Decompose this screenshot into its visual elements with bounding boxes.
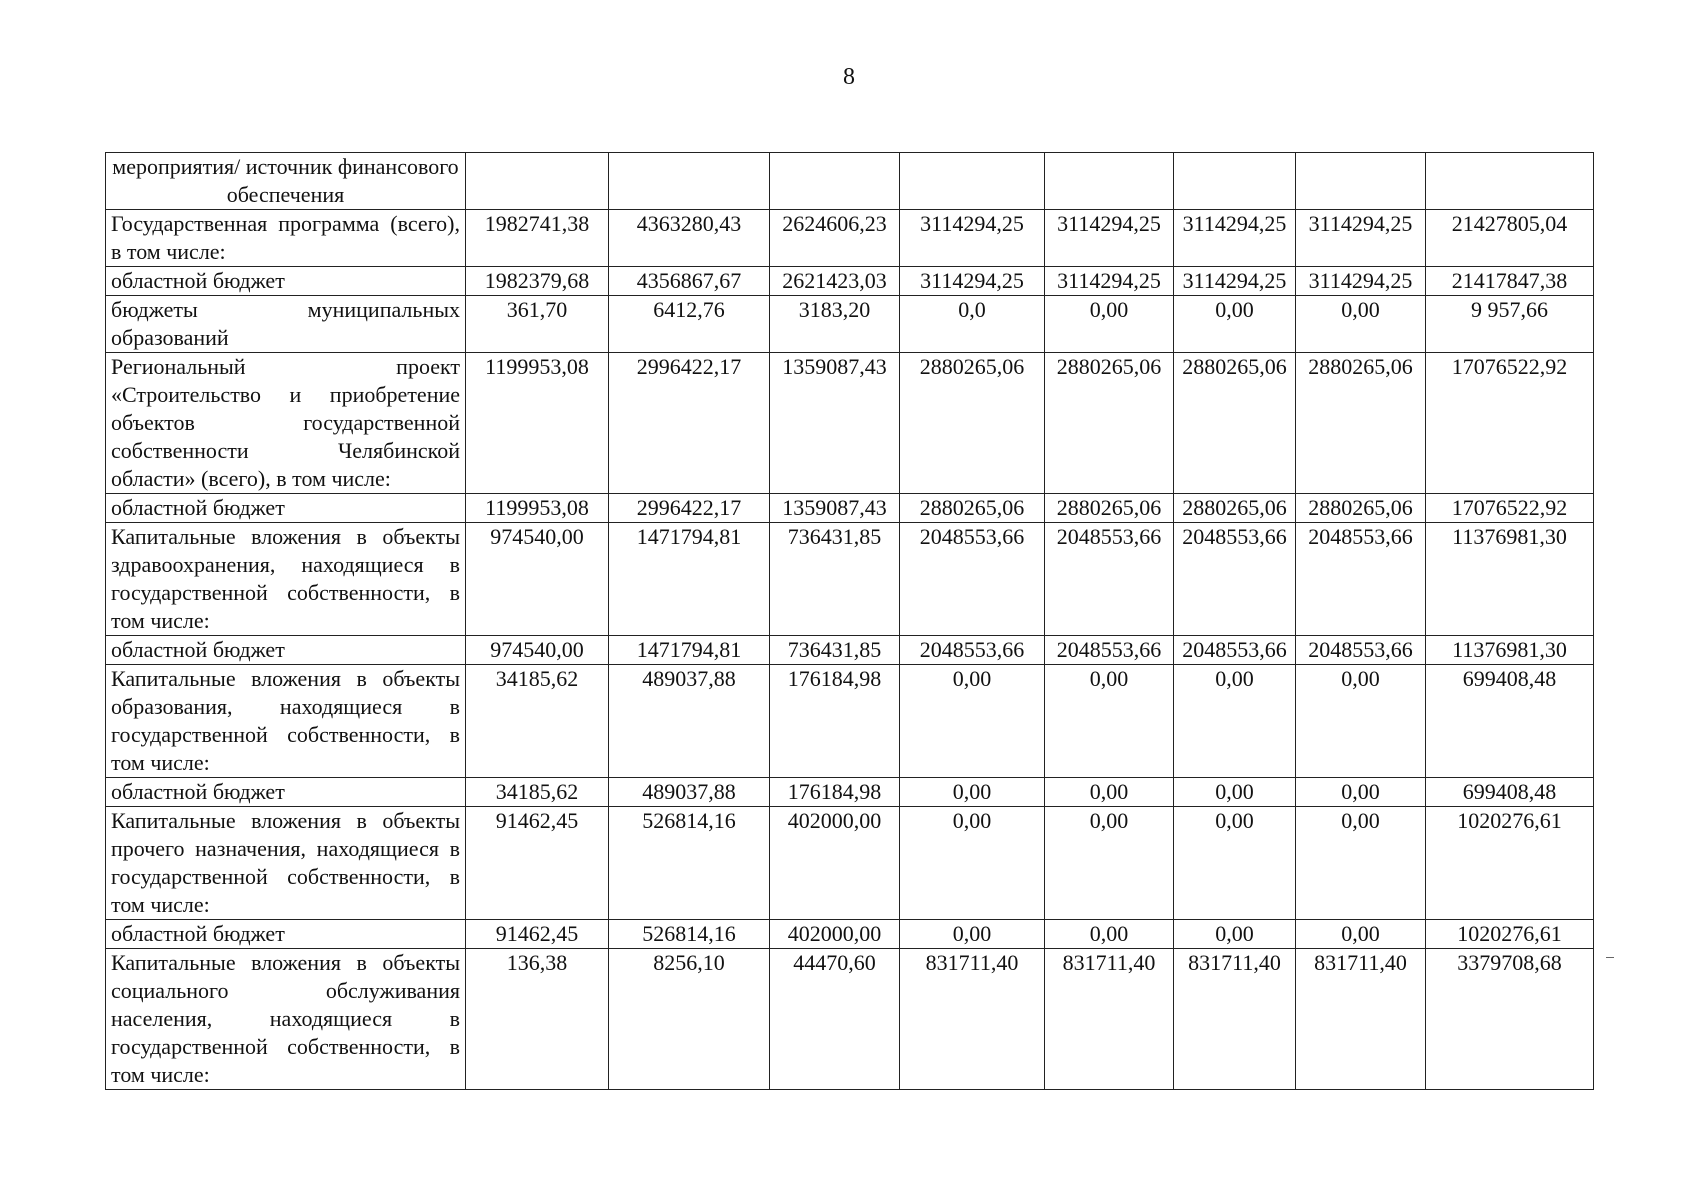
header-empty-cell xyxy=(1045,153,1174,210)
table-row xyxy=(106,296,1594,353)
value-cell: 1982741,38 xyxy=(466,210,609,267)
row-label-cell: Региональный проект «Строительство и приобретение объектов государственной собственности Челябинской области» (всего), в том числе: xyxy=(106,353,466,494)
value-cell: 2624606,23 xyxy=(770,210,900,267)
value-cell: 974540,00 xyxy=(466,523,609,636)
value-cell: 1471794,81 xyxy=(609,636,770,665)
value-cell: 699408,48 xyxy=(1426,778,1594,807)
value-cell: 91462,45 xyxy=(466,920,609,949)
value-cell: 736431,85 xyxy=(770,523,900,636)
value-cell: 0,00 xyxy=(900,778,1045,807)
value-cell: 361,70 xyxy=(466,296,609,353)
table-row xyxy=(106,353,1594,494)
header-row xyxy=(106,153,1594,210)
value-cell: 91462,45 xyxy=(466,807,609,920)
value-cell: 2621423,03 xyxy=(770,267,900,296)
table-row xyxy=(106,210,1594,267)
value-cell: 736431,85 xyxy=(770,636,900,665)
value-cell: 0,00 xyxy=(1045,920,1174,949)
row-label-cell: Капитальные вложения в объекты здравоохранения, находящиеся в государственной собственности, в том числе: xyxy=(106,523,466,636)
value-cell: 11376981,30 xyxy=(1426,523,1594,636)
value-cell: 1359087,43 xyxy=(770,353,900,494)
value-cell: 1020276,61 xyxy=(1426,807,1594,920)
header-empty-cell xyxy=(609,153,770,210)
value-cell: 2048553,66 xyxy=(1045,636,1174,665)
table-row xyxy=(106,665,1594,778)
value-cell: 0,00 xyxy=(1296,807,1426,920)
table-body xyxy=(106,153,1594,1090)
value-cell: 3114294,25 xyxy=(1174,210,1296,267)
header-empty-cell xyxy=(1426,153,1594,210)
value-cell: 2880265,06 xyxy=(900,353,1045,494)
value-cell: 44470,60 xyxy=(770,949,900,1090)
value-cell: 3114294,25 xyxy=(1045,210,1174,267)
table-row xyxy=(106,807,1594,920)
table-row xyxy=(106,949,1594,1090)
value-cell: 176184,98 xyxy=(770,665,900,778)
value-cell: 4356867,67 xyxy=(609,267,770,296)
value-cell: 0,00 xyxy=(900,665,1045,778)
header-empty-cell xyxy=(770,153,900,210)
value-cell: 1199953,08 xyxy=(466,494,609,523)
value-cell: 2880265,06 xyxy=(1174,353,1296,494)
row-label-cell: областной бюджет xyxy=(106,920,466,949)
value-cell: 3114294,25 xyxy=(1296,267,1426,296)
value-cell: 0,00 xyxy=(900,920,1045,949)
value-cell: 2048553,66 xyxy=(1045,523,1174,636)
value-cell: 1982379,68 xyxy=(466,267,609,296)
value-cell: 3114294,25 xyxy=(1296,210,1426,267)
value-cell: 2048553,66 xyxy=(1174,523,1296,636)
value-cell: 402000,00 xyxy=(770,920,900,949)
value-cell: 2880265,06 xyxy=(1045,353,1174,494)
value-cell: 2880265,06 xyxy=(1296,353,1426,494)
value-cell: 11376981,30 xyxy=(1426,636,1594,665)
value-cell: 489037,88 xyxy=(609,665,770,778)
value-cell: 0,00 xyxy=(1174,920,1296,949)
value-cell: 4363280,43 xyxy=(609,210,770,267)
table-row xyxy=(106,523,1594,636)
value-cell: 526814,16 xyxy=(609,807,770,920)
row-label-cell: Государственная программа (всего), в том числе: xyxy=(106,210,466,267)
row-label-cell: Капитальные вложения в объекты образования, находящиеся в государственной собственности, в том числе: xyxy=(106,665,466,778)
budget-table xyxy=(105,152,1594,1090)
value-cell: 3183,20 xyxy=(770,296,900,353)
value-cell: 176184,98 xyxy=(770,778,900,807)
value-cell: 136,38 xyxy=(466,949,609,1090)
value-cell: 1020276,61 xyxy=(1426,920,1594,949)
value-cell: 34185,62 xyxy=(466,665,609,778)
value-cell: 2880265,06 xyxy=(900,494,1045,523)
value-cell: 3114294,25 xyxy=(1174,267,1296,296)
value-cell: 0,00 xyxy=(1045,296,1174,353)
value-cell: 3114294,25 xyxy=(900,267,1045,296)
row-label-cell: областной бюджет xyxy=(106,267,466,296)
header-empty-cell xyxy=(1296,153,1426,210)
value-cell: 2880265,06 xyxy=(1045,494,1174,523)
row-label-cell: областной бюджет xyxy=(106,494,466,523)
value-cell: 2048553,66 xyxy=(900,636,1045,665)
header-label-cell: мероприятия/ источник финансового обеспечения xyxy=(106,153,466,210)
value-cell: 831711,40 xyxy=(1296,949,1426,1090)
value-cell: 34185,62 xyxy=(466,778,609,807)
value-cell: 2880265,06 xyxy=(1174,494,1296,523)
header-empty-cell xyxy=(466,153,609,210)
row-label-cell: областной бюджет xyxy=(106,778,466,807)
value-cell: 0,00 xyxy=(1174,807,1296,920)
value-cell: 0,00 xyxy=(1296,296,1426,353)
value-cell: 489037,88 xyxy=(609,778,770,807)
table-row xyxy=(106,267,1594,296)
value-cell: 2996422,17 xyxy=(609,353,770,494)
value-cell: 1471794,81 xyxy=(609,523,770,636)
page-number: 8 xyxy=(843,64,855,90)
row-label-cell: областной бюджет xyxy=(106,636,466,665)
value-cell: 831711,40 xyxy=(1174,949,1296,1090)
value-cell: 1359087,43 xyxy=(770,494,900,523)
value-cell: 3379708,68 xyxy=(1426,949,1594,1090)
value-cell: 0,00 xyxy=(1045,665,1174,778)
table-row xyxy=(106,920,1594,949)
header-empty-cell xyxy=(900,153,1045,210)
value-cell: 21417847,38 xyxy=(1426,267,1594,296)
value-cell: 0,0 xyxy=(900,296,1045,353)
value-cell: 6412,76 xyxy=(609,296,770,353)
value-cell: 9 957,66 xyxy=(1426,296,1594,353)
value-cell: 8256,10 xyxy=(609,949,770,1090)
value-cell: 2048553,66 xyxy=(900,523,1045,636)
value-cell: 831711,40 xyxy=(1045,949,1174,1090)
value-cell: 2048553,66 xyxy=(1296,523,1426,636)
value-cell: 0,00 xyxy=(900,807,1045,920)
value-cell: 2996422,17 xyxy=(609,494,770,523)
scan-artifact xyxy=(1606,957,1614,958)
value-cell: 0,00 xyxy=(1045,778,1174,807)
row-label-cell: бюджеты муниципальных образований xyxy=(106,296,466,353)
value-cell: 17076522,92 xyxy=(1426,353,1594,494)
value-cell: 0,00 xyxy=(1296,778,1426,807)
value-cell: 0,00 xyxy=(1296,920,1426,949)
value-cell: 0,00 xyxy=(1174,665,1296,778)
value-cell: 831711,40 xyxy=(900,949,1045,1090)
value-cell: 699408,48 xyxy=(1426,665,1594,778)
value-cell: 0,00 xyxy=(1045,807,1174,920)
value-cell: 3114294,25 xyxy=(900,210,1045,267)
value-cell: 0,00 xyxy=(1174,296,1296,353)
value-cell: 2048553,66 xyxy=(1174,636,1296,665)
value-cell: 0,00 xyxy=(1296,665,1426,778)
table-row xyxy=(106,778,1594,807)
value-cell: 974540,00 xyxy=(466,636,609,665)
value-cell: 3114294,25 xyxy=(1045,267,1174,296)
value-cell: 21427805,04 xyxy=(1426,210,1594,267)
row-label-cell: Капитальные вложения в объекты прочего назначения, находящиеся в государственной собственности, в том числе: xyxy=(106,807,466,920)
value-cell: 0,00 xyxy=(1174,778,1296,807)
header-empty-cell xyxy=(1174,153,1296,210)
value-cell: 2880265,06 xyxy=(1296,494,1426,523)
table-row xyxy=(106,494,1594,523)
value-cell: 17076522,92 xyxy=(1426,494,1594,523)
row-label-cell: Капитальные вложения в объекты социального обслуживания населения, находящиеся в государственной собственности, в том числе: xyxy=(106,949,466,1090)
value-cell: 1199953,08 xyxy=(466,353,609,494)
value-cell: 402000,00 xyxy=(770,807,900,920)
value-cell: 526814,16 xyxy=(609,920,770,949)
value-cell: 2048553,66 xyxy=(1296,636,1426,665)
table-row xyxy=(106,636,1594,665)
